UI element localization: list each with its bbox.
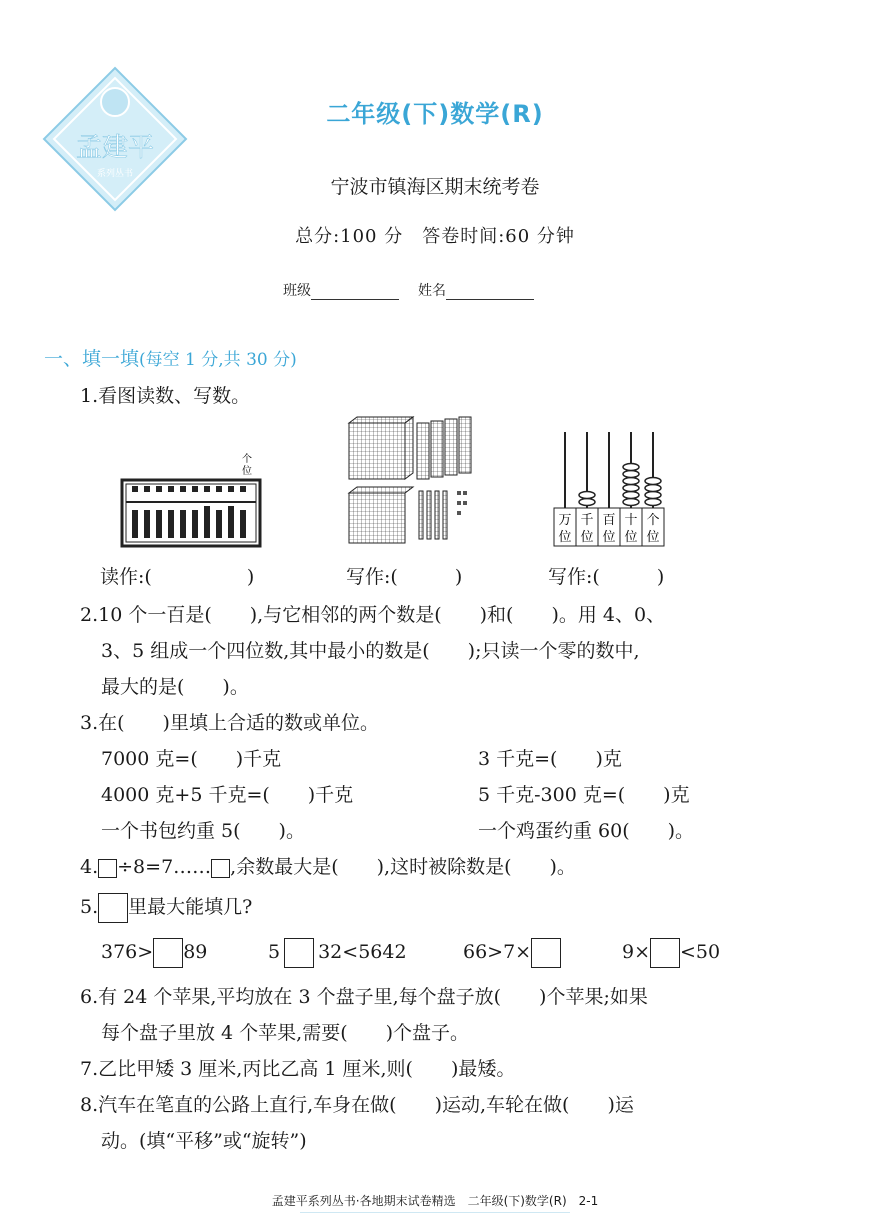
q5-number: 5. (80, 896, 99, 918)
section-heading (44, 344, 297, 371)
q5-expr-1-left: 376> (101, 941, 154, 963)
name-field (418, 280, 534, 300)
place-label-shi: 十 (624, 513, 638, 528)
section-title: 一、填一填 (44, 348, 140, 370)
place-label-wan: 万 (558, 513, 572, 528)
exam-title: 二年级(下)数学(R) (326, 100, 544, 128)
place-label-ge-wei: 位 (646, 530, 660, 545)
q5-box-example (98, 893, 128, 923)
place-label-ge: 个 (646, 513, 660, 528)
place-label-bai: 百 (602, 513, 616, 528)
logo-text: 孟建平 (75, 133, 155, 163)
name-label: 姓名 (418, 283, 446, 299)
abacus-figure (120, 450, 265, 554)
q3-item-2a: 4000 克+5 千克=( )千克 (101, 784, 354, 806)
q4-box-remainder[interactable] (211, 859, 230, 878)
abacus-label-bottom: 位 (242, 466, 252, 477)
q4-text: ,余数最大是( ),这时被除数是( )。 (230, 856, 576, 878)
q3-item-3a: 一个书包约重 5( )。 (101, 820, 305, 842)
exam-subtitle: 宁波市镇海区期末统考卷 (330, 176, 540, 198)
q3-item-1a: 7000 克=( )千克 (101, 748, 282, 770)
question-8-line-1: 8.汽车在笔直的公路上直行,车身在做( )运动,车轮在做( )运 (80, 1094, 634, 1116)
question-8-line-2: 动。(填“平移”或“旋转”) (101, 1130, 307, 1152)
class-label: 班级 (283, 283, 311, 299)
counting-frame-figure (553, 428, 669, 552)
question-2-line-3: 最大的是( )。 (101, 676, 249, 698)
q5-expr-3-left: 66>7× (463, 941, 532, 963)
question-2-line-1: 2.10 个一百是( ),与它相邻的两个数是( )和( )。用 4、0、 (80, 604, 666, 626)
q5-expr-3 (463, 938, 561, 968)
logo-subtext: 系列丛书 (96, 169, 134, 179)
page-footer: 孟建平系列丛书·各地期末试卷精选 二年级(下)数学(R) 2-1 (271, 1194, 599, 1208)
q3-item-2b: 5 千克-300 克=( )克 (478, 784, 690, 806)
exam-meta: 总分:100 分 答卷时间:60 分钟 (295, 226, 575, 247)
q5-expr-1-right: 89 (183, 941, 208, 963)
question-7: 7.乙比甲矮 3 厘米,丙比乙高 1 厘米,则( )最矮。 (80, 1058, 516, 1080)
q5-box-3[interactable] (531, 938, 561, 968)
q5-box-4[interactable] (650, 938, 680, 968)
class-blank[interactable] (311, 285, 399, 300)
q4-expression: ÷8=7…… (117, 856, 212, 878)
place-value-blocks-figure (345, 415, 475, 549)
question-2-line-2: 3、5 组成一个四位数,其中最小的数是( );只读一个零的数中, (101, 640, 640, 662)
abacus-label-top: 个 (242, 454, 252, 465)
q3-item-3b: 一个鸡蛋约重 60( )。 (478, 820, 695, 842)
q4-box-dividend[interactable] (98, 859, 117, 878)
question-3: 3.在( )里填上合适的数或单位。 (80, 712, 379, 734)
q4-number: 4. (80, 856, 99, 878)
q5-expr-1 (101, 938, 207, 968)
q5-expr-4 (622, 938, 720, 968)
question-6-line-2: 每个盘子里放 4 个苹果,需要( )个盘子。 (101, 1022, 470, 1044)
section-note: (每空 1 分,共 30 分) (139, 350, 297, 370)
place-label-bai-wei: 位 (602, 530, 616, 545)
q5-expr-2 (268, 938, 407, 968)
place-label-wan-wei: 位 (558, 530, 572, 545)
q3-item-1b: 3 千克=( )克 (478, 748, 622, 770)
footer-decoration (300, 1212, 570, 1221)
q5-expr-2-left: 5 (268, 941, 281, 963)
q5-expr-2-right: 32<5642 (318, 941, 407, 963)
place-label-qian-wei: 位 (580, 530, 594, 545)
class-field (283, 280, 399, 300)
q5-text: 里最大能填几? (128, 896, 253, 918)
q5-expr-4-right: <50 (680, 941, 721, 963)
question-6-line-1: 6.有 24 个苹果,平均放在 3 个盘子里,每个盘子放( )个苹果;如果 (80, 986, 648, 1008)
q5-box-1[interactable] (153, 938, 183, 968)
place-label-qian: 千 (580, 513, 594, 528)
q5-box-2[interactable] (284, 938, 314, 968)
q1-write-answer-1[interactable]: 写作:( ) (346, 566, 463, 588)
q5-expr-4-left: 9× (622, 941, 651, 963)
q1-write-answer-2[interactable]: 写作:( ) (548, 566, 665, 588)
question-5 (80, 892, 252, 923)
place-label-shi-wei: 位 (624, 530, 638, 545)
question-1: 1.看图读数、写数。 (80, 385, 251, 407)
question-4 (80, 852, 576, 879)
name-blank[interactable] (446, 285, 534, 300)
q1-read-answer[interactable]: 读作:( ) (100, 566, 255, 588)
